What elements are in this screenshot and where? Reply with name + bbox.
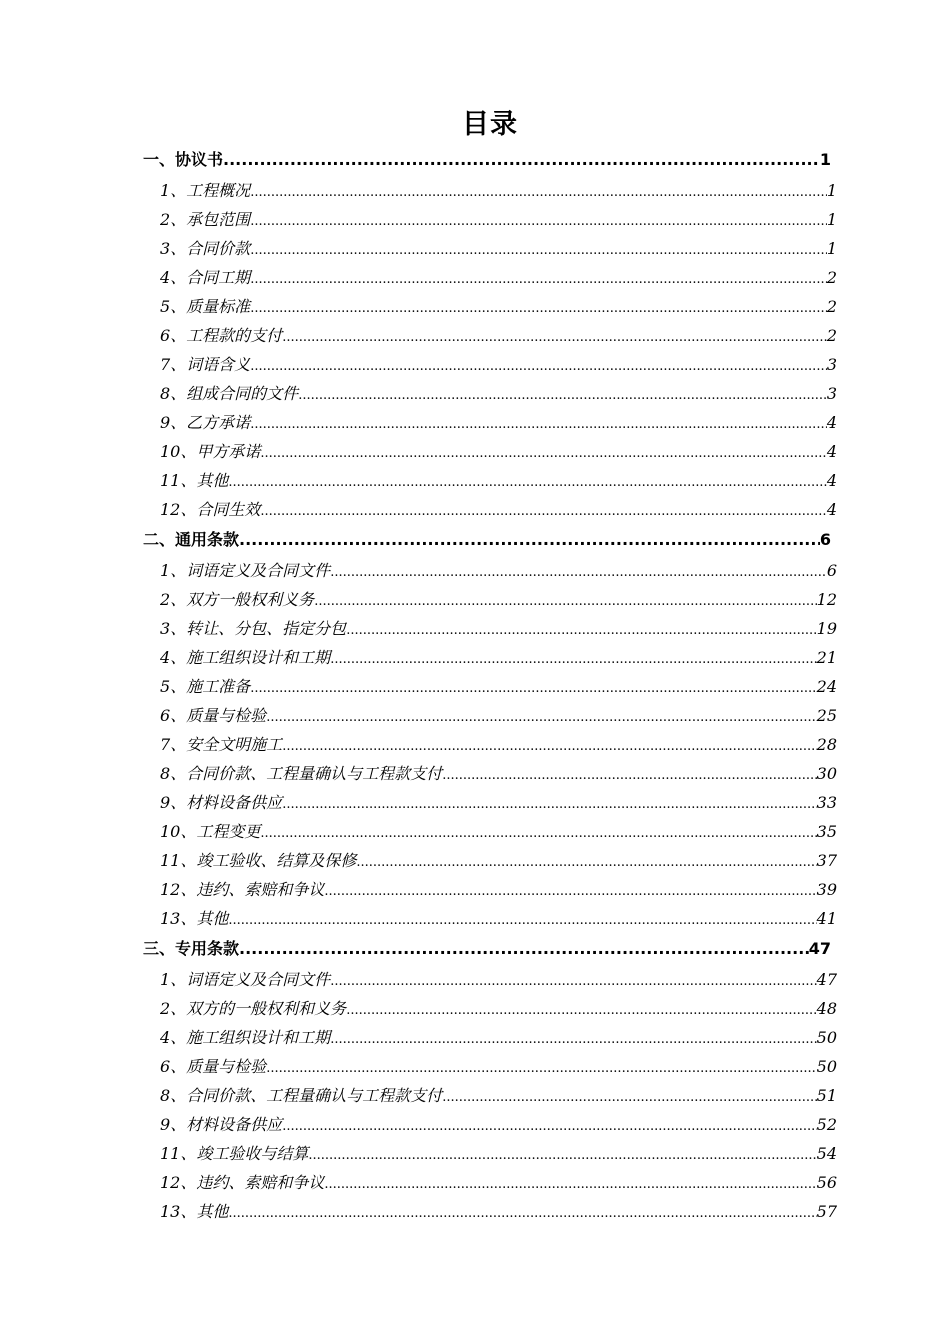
dot-leader xyxy=(266,1052,816,1081)
dot-leader xyxy=(250,205,827,234)
dot-leader xyxy=(330,1023,816,1052)
dot-leader xyxy=(330,556,827,585)
toc-title: 目录 xyxy=(462,109,518,140)
dot-leader xyxy=(250,234,827,263)
toc-subsection-entry[interactable] xyxy=(160,1197,837,1226)
toc-subsection-entry[interactable] xyxy=(160,585,837,614)
toc-page-number: 6 xyxy=(819,530,831,549)
toc-subsection-entry[interactable] xyxy=(160,994,837,1023)
toc-entry-label: 10、工程变更 xyxy=(160,822,261,841)
dot-leader xyxy=(442,759,816,788)
toc-subsection-entry[interactable] xyxy=(160,1052,837,1081)
toc-page-number: 25 xyxy=(816,706,837,725)
toc-subsection-entry[interactable] xyxy=(160,614,837,643)
toc-entry-label: 3、合同价款 xyxy=(160,239,251,258)
dot-leader xyxy=(282,321,827,350)
toc-page-number: 4 xyxy=(826,471,837,490)
toc-entry-label: 2、双方一般权利义务 xyxy=(160,590,315,609)
toc-entry-label: 2、双方的一般权利和义务 xyxy=(160,999,347,1018)
toc-subsection-entry[interactable] xyxy=(160,846,837,875)
toc-entry-label: 1、词语定义及合同文件 xyxy=(160,970,331,989)
toc-entry-label: 7、安全文明施工 xyxy=(160,735,283,754)
toc-page-number: 1 xyxy=(826,181,837,200)
dot-leader xyxy=(346,994,816,1023)
dot-leader xyxy=(346,614,816,643)
dot-leader xyxy=(260,437,826,466)
toc-entry-label: 4、施工组织设计和工期 xyxy=(160,648,331,667)
dot-leader xyxy=(228,904,816,933)
toc-entry-label: 6、质量与检验 xyxy=(160,706,267,725)
toc-page-number: 19 xyxy=(816,619,837,638)
dot-leader xyxy=(250,292,827,321)
toc-subsection-entry[interactable] xyxy=(160,643,837,672)
toc-entry-label: 6、质量与检验 xyxy=(160,1057,267,1076)
toc-page-number: 41 xyxy=(816,909,837,928)
toc-entry-label: 11、其他 xyxy=(160,471,229,490)
toc-page-number: 3 xyxy=(826,355,837,374)
dot-leader xyxy=(228,1197,816,1226)
toc-entry-label: 7、词语含义 xyxy=(160,355,251,374)
toc-section-entry[interactable] xyxy=(143,525,831,555)
dot-leader xyxy=(308,1139,816,1168)
toc-subsection-entry[interactable] xyxy=(160,263,837,292)
toc-page-number: 6 xyxy=(826,561,837,580)
toc-subsection-entry[interactable] xyxy=(160,730,837,759)
toc-subsection-entry[interactable] xyxy=(160,965,837,994)
toc-page-number: 4 xyxy=(826,500,837,519)
toc-entry-label: 11、竣工验收与结算 xyxy=(160,1144,309,1163)
toc-subsection-entry[interactable] xyxy=(160,466,837,495)
toc-page-number: 54 xyxy=(816,1144,837,1163)
toc-page-number: 1 xyxy=(826,210,837,229)
toc-subsection-entry[interactable] xyxy=(160,759,837,788)
toc-entry-label: 5、施工准备 xyxy=(160,677,251,696)
toc-subsection-entry[interactable] xyxy=(160,495,837,524)
dot-leader xyxy=(260,495,826,524)
toc-entry-label: 1、词语定义及合同文件 xyxy=(160,561,331,580)
toc-subsection-entry[interactable] xyxy=(160,408,837,437)
toc-subsection-entry[interactable] xyxy=(160,904,837,933)
dot-leader xyxy=(228,466,826,495)
toc-entry-label: 二、通用条款 xyxy=(143,530,240,549)
toc-subsection-entry[interactable] xyxy=(160,1023,837,1052)
toc-entry-label: 13、其他 xyxy=(160,909,229,928)
toc-entry-label: 4、施工组织设计和工期 xyxy=(160,1028,331,1047)
toc-entry-label: 12、违约、索赔和争议 xyxy=(160,880,325,899)
dot-leader xyxy=(356,846,816,875)
dot-leader xyxy=(442,1081,816,1110)
toc-page-number: 1 xyxy=(826,239,837,258)
dot-leader xyxy=(250,408,827,437)
toc-entry-label: 9、材料设备供应 xyxy=(160,1115,283,1134)
toc-entry-label: 9、乙方承诺 xyxy=(160,413,251,432)
toc-page-number: 50 xyxy=(816,1057,837,1076)
toc-entry-label: 3、转让、分包、指定分包 xyxy=(160,619,347,638)
toc-page-number: 56 xyxy=(816,1173,837,1192)
toc-subsection-entry[interactable] xyxy=(160,875,837,904)
toc-page-number: 4 xyxy=(826,413,837,432)
toc-section-entry[interactable] xyxy=(143,145,831,175)
toc-subsection-entry[interactable] xyxy=(160,234,837,263)
toc-subsection-entry[interactable] xyxy=(160,292,837,321)
toc-subsection-entry[interactable] xyxy=(160,817,837,846)
dot-leader xyxy=(266,701,816,730)
toc-subsection-entry[interactable] xyxy=(160,1110,837,1139)
toc-entry-label: 11、竣工验收、结算及保修 xyxy=(160,851,357,870)
toc-page-number: 57 xyxy=(816,1202,837,1221)
toc-subsection-entry[interactable] xyxy=(160,788,837,817)
toc-page-number: 48 xyxy=(816,999,837,1018)
toc-subsection-entry[interactable] xyxy=(160,1081,837,1110)
dot-leader xyxy=(330,643,816,672)
dot-leader xyxy=(282,730,816,759)
toc-subsection-entry[interactable] xyxy=(160,321,837,350)
toc-page-number: 24 xyxy=(816,677,837,696)
dot-leader xyxy=(250,672,816,701)
toc-page-number: 2 xyxy=(826,297,837,316)
toc-page-number: 30 xyxy=(816,764,837,783)
toc-entry-label: 9、材料设备供应 xyxy=(160,793,283,812)
toc-subsection-entry[interactable] xyxy=(160,350,837,379)
toc-page-number: 35 xyxy=(816,822,837,841)
toc-page-number: 3 xyxy=(826,384,837,403)
dot-leader xyxy=(298,379,827,408)
toc-entry-label: 8、合同价款、工程量确认与工程款支付 xyxy=(160,764,443,783)
dot-leader xyxy=(239,525,820,555)
toc-page-number: 39 xyxy=(816,880,837,899)
toc-page-number: 50 xyxy=(816,1028,837,1047)
toc-entry-label: 4、合同工期 xyxy=(160,268,251,287)
toc-page-number: 12 xyxy=(816,590,837,609)
dot-leader xyxy=(282,1110,816,1139)
toc-subsection-entry[interactable] xyxy=(160,176,837,205)
toc-page-number: 28 xyxy=(816,735,837,754)
toc-entry-label: 8、组成合同的文件 xyxy=(160,384,299,403)
toc-page-number: 4 xyxy=(826,442,837,461)
toc-subsection-entry[interactable] xyxy=(160,379,837,408)
dot-leader xyxy=(250,350,827,379)
dot-leader xyxy=(250,176,827,205)
dot-leader xyxy=(314,585,816,614)
toc-entry-label: 6、工程款的支付 xyxy=(160,326,283,345)
toc-entry-label: 10、甲方承诺 xyxy=(160,442,261,461)
dot-leader xyxy=(324,1168,816,1197)
toc-page-number: 1 xyxy=(819,150,831,169)
toc-page-number: 47 xyxy=(816,970,837,989)
toc-subsection-entry[interactable] xyxy=(160,1139,837,1168)
toc-subsection-entry[interactable] xyxy=(160,1168,837,1197)
dot-leader xyxy=(324,875,816,904)
toc-entry-label: 12、违约、索赔和争议 xyxy=(160,1173,325,1192)
toc-page-number: 51 xyxy=(816,1086,837,1105)
toc-entry-label: 12、合同生效 xyxy=(160,500,261,519)
dot-leader xyxy=(250,263,827,292)
toc-subsection-entry[interactable] xyxy=(160,437,837,466)
toc-page-number: 2 xyxy=(826,326,837,345)
toc-page-number: 2 xyxy=(826,268,837,287)
toc-page-number: 37 xyxy=(816,851,837,870)
toc-page-number: 33 xyxy=(816,793,837,812)
toc-entry-label: 三、专用条款 xyxy=(143,939,240,958)
toc-entry-label: 2、承包范围 xyxy=(160,210,251,229)
dot-leader xyxy=(260,817,816,846)
toc-entry-label: 1、工程概况 xyxy=(160,181,251,200)
toc-page-number: 47 xyxy=(808,939,831,958)
dot-leader xyxy=(330,965,816,994)
toc-subsection-entry[interactable] xyxy=(160,672,837,701)
toc-subsection-entry[interactable] xyxy=(160,701,837,730)
toc-subsection-entry[interactable] xyxy=(160,556,837,585)
dot-leader xyxy=(223,145,820,175)
toc-subsection-entry[interactable] xyxy=(160,205,837,234)
toc-page-number: 52 xyxy=(816,1115,837,1134)
toc-entry-label: 一、协议书 xyxy=(143,150,224,169)
dot-leader xyxy=(239,934,809,964)
toc-section-entry[interactable] xyxy=(143,934,831,964)
dot-leader xyxy=(282,788,816,817)
toc-entry-label: 8、合同价款、工程量确认与工程款支付 xyxy=(160,1086,443,1105)
toc-page-number: 21 xyxy=(816,648,837,667)
toc-entry-label: 13、其他 xyxy=(160,1202,229,1221)
toc-entry-label: 5、质量标准 xyxy=(160,297,251,316)
